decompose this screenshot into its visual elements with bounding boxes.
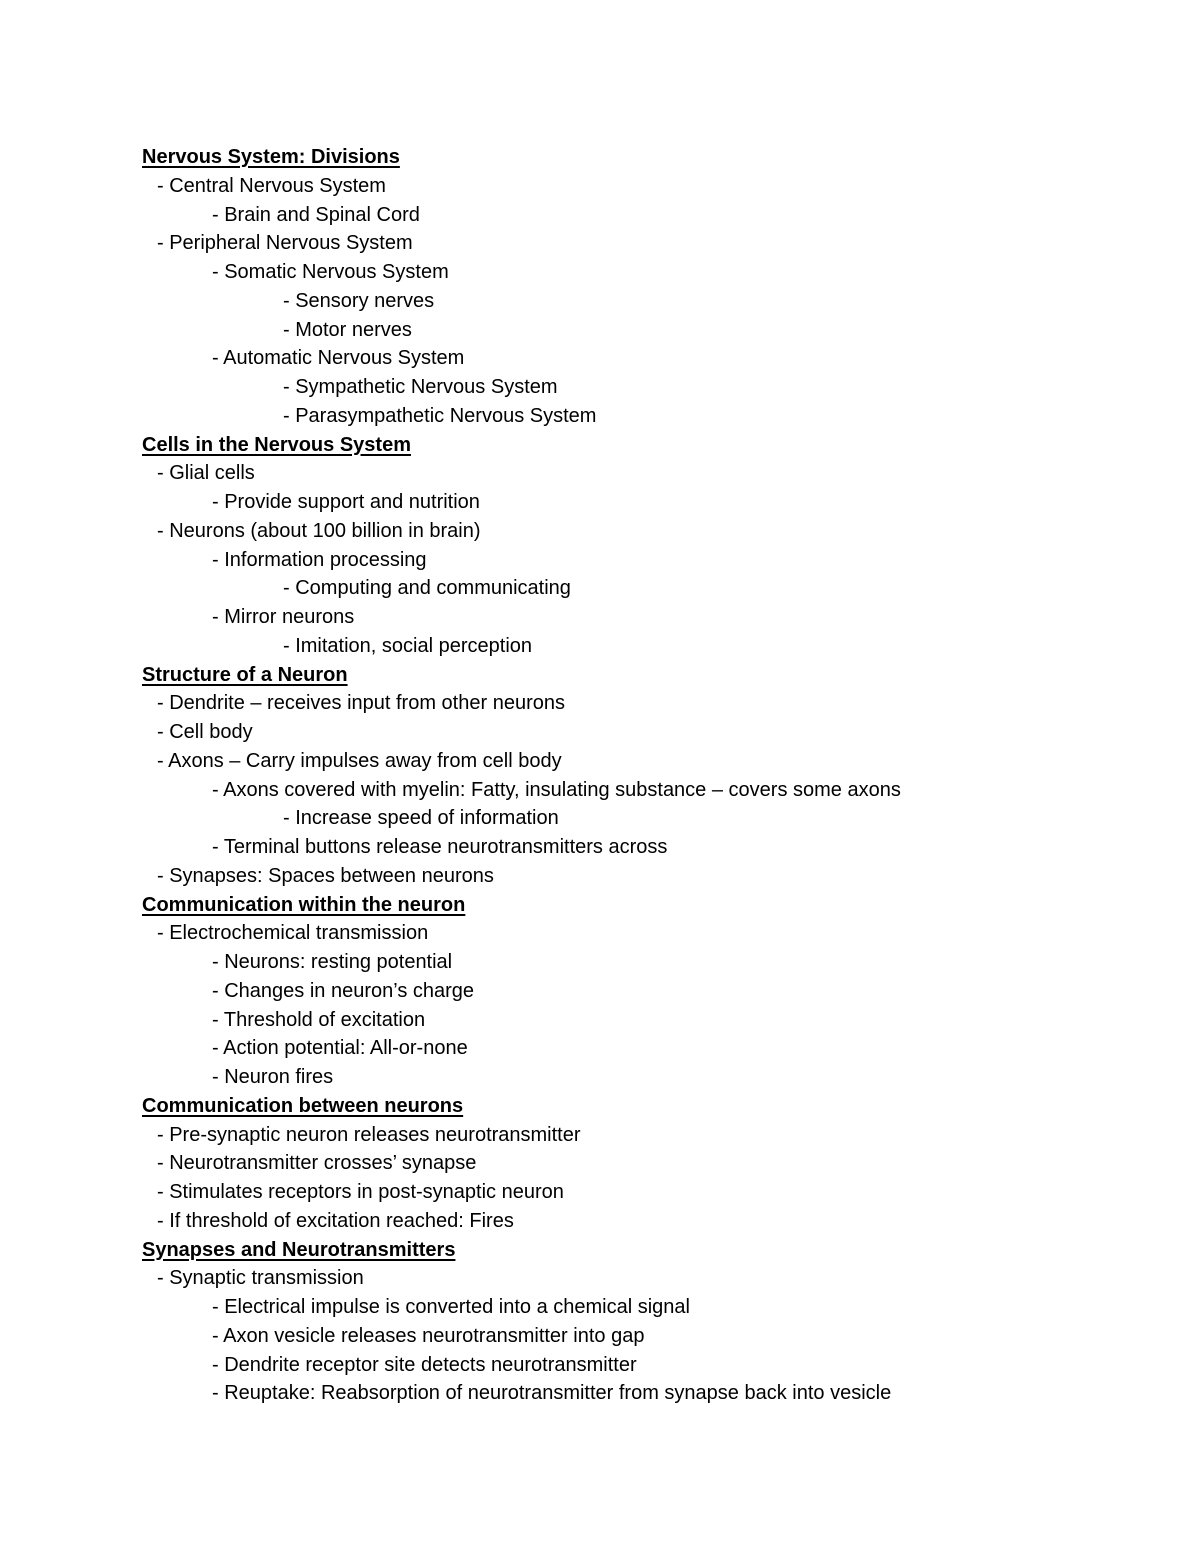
outline-item-level-1: - Glial cells bbox=[157, 462, 255, 485]
notes-outline bbox=[142, 143, 1142, 1408]
section-heading: Synapses and Neurotransmitters bbox=[142, 1238, 456, 1261]
section-heading: Communication within the neuron bbox=[142, 893, 466, 916]
outline-item-level-1: - Cell body bbox=[157, 721, 253, 743]
outline-section bbox=[142, 891, 1142, 1092]
outline-item-level-3: - Imitation, social perception bbox=[283, 634, 533, 657]
outline-item-level-3: - Increase speed of information bbox=[283, 807, 559, 830]
outline-item-level-1: - Dendrite – receives input from other neurons bbox=[157, 692, 565, 715]
outline-item-level-2: - Neurons: resting potential bbox=[212, 951, 453, 973]
outline-item-level-3: - Motor nerves bbox=[283, 318, 412, 341]
outline-item-level-2: - Action potential: All-or-none bbox=[212, 1037, 468, 1060]
outline-section bbox=[142, 1236, 1142, 1409]
outline-item-level-1: - Stimulates receptors in post-synaptic neuron bbox=[157, 1181, 564, 1203]
outline-item-level-2: - Changes in neuron’s charge bbox=[212, 979, 475, 1002]
outline-item-level-1: - Electrochemical transmission bbox=[157, 922, 429, 945]
outline-section bbox=[142, 431, 1142, 661]
outline-item-level-3: - Computing and communicating bbox=[283, 577, 571, 600]
outline-section bbox=[142, 1092, 1142, 1236]
outline-section bbox=[142, 661, 1142, 891]
outline-item-level-3: - Sympathetic Nervous System bbox=[283, 376, 558, 398]
outline-item-level-2: - Brain and Spinal Cord bbox=[212, 203, 420, 226]
outline-item-level-2: - Neuron fires bbox=[212, 1066, 334, 1088]
outline-item-level-1: - If threshold of excitation reached: Fires bbox=[157, 1209, 514, 1232]
outline-item-level-1: - Neurotransmitter crosses’ synapse bbox=[157, 1152, 477, 1175]
outline-item-level-2: - Axons covered with myelin: Fatty, insulating substance – covers some axons bbox=[212, 778, 901, 801]
outline-item-level-3: - Parasympathetic Nervous System bbox=[283, 404, 597, 427]
outline-item-level-1: - Peripheral Nervous System bbox=[157, 232, 413, 255]
outline-item-level-2: - Reuptake: Reabsorption of neurotransmitter from synapse back into vesicle bbox=[212, 1382, 892, 1405]
outline-item-level-1: - Central Nervous System bbox=[157, 174, 386, 197]
outline-section bbox=[142, 143, 1142, 431]
outline-item-level-2: - Information processing bbox=[212, 548, 427, 571]
outline-item-level-2: - Dendrite receptor site detects neurotransmitter bbox=[212, 1353, 637, 1376]
outline-item-level-2: - Automatic Nervous System bbox=[212, 347, 465, 370]
section-heading: Cells in the Nervous System bbox=[142, 433, 411, 456]
outline-item-level-2: - Somatic Nervous System bbox=[212, 261, 449, 283]
outline-item-level-1: - Synapses: Spaces between neurons bbox=[157, 864, 494, 887]
outline-item-level-2: - Axon vesicle releases neurotransmitter into gap bbox=[212, 1324, 645, 1347]
section-heading: Structure of a Neuron bbox=[142, 663, 348, 686]
outline-item-level-2: - Electrical impulse is converted into a chemical signal bbox=[212, 1296, 690, 1318]
outline-item-level-3: - Sensory nerves bbox=[283, 289, 435, 312]
outline-item-level-2: - Provide support and nutrition bbox=[212, 491, 480, 513]
outline-item-level-1: - Axons – Carry impulses away from cell body bbox=[157, 749, 562, 772]
outline-item-level-2: - Mirror neurons bbox=[212, 606, 355, 628]
outline-item-level-1: - Synaptic transmission bbox=[157, 1267, 364, 1290]
section-heading: Nervous System: Divisions bbox=[142, 146, 400, 168]
outline-item-level-1: - Neurons (about 100 billion in brain) bbox=[157, 519, 481, 542]
outline-item-level-2: - Terminal buttons release neurotransmitters across bbox=[212, 836, 668, 858]
outline-item-level-1: - Pre-synaptic neuron releases neurotransmitter bbox=[157, 1123, 581, 1146]
section-heading: Communication between neurons bbox=[142, 1094, 464, 1117]
outline-item-level-2: - Threshold of excitation bbox=[212, 1008, 426, 1031]
